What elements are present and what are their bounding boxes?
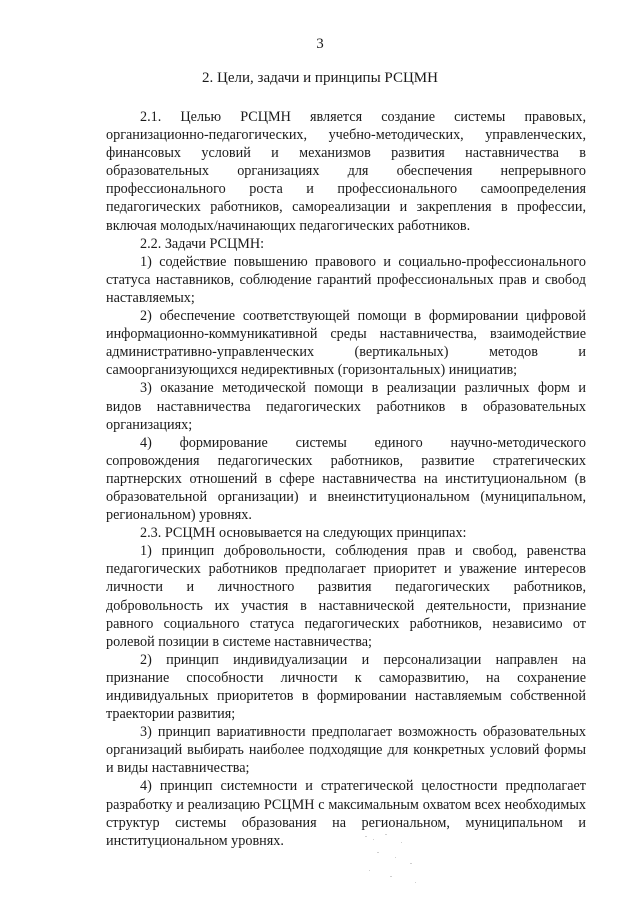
page-number: 3 (316, 36, 324, 52)
scan-noise-graphic (355, 830, 435, 890)
paragraph-task-3: 3) оказание методической помощи в реализации различных форм и видов наставничества педагогических работников в образовательных организациях; (106, 380, 586, 433)
paragraph-task-4: 4) формирование системы единого научно-методического сопровождения педагогических работников, развитие стратегических партнерских отношений в сфере наставничества на институциональном (в образовательной организации) и внеинституциональном (муниципальном, региональном) уровнях. (106, 434, 586, 524)
document-body (106, 108, 586, 850)
paragraph-principle-3: 3) принцип вариативности предполагает возможность образовательных организаций выбирать наиболее подходящие для конкретных условий формы и виды наставничества; (106, 724, 586, 777)
paragraph-principle-4: 4) принцип системности и стратегической целостности предполагает разработку и реализацию РСЦМН с максимальным охватом всех необходимых структур системы образования на региональном, муниципальном и институциональном уровнях. (106, 778, 586, 849)
paragraph-goal: 2.1. Целью РСЦМН является создание системы правовых, организационно-педагогических, учебно-методических, управленческих, финансовых условий и механизмов развития наставничества в образовательных организациях для обеспечения непрерывного профессионального роста и профессионального самоопределения педагогических работников, самореализации и закрепления в профессии, включая молодых/начинающих педагогических работников. (106, 109, 586, 234)
paragraph-task-2: 2) обеспечение соответствующей помощи в формировании цифровой информационно-коммуникативной среды наставничества, взаимодействие административно-управленческих (вертикальных) методов и самоорганизующихся недирективных (горизонтальных) инициатив; (106, 308, 586, 379)
paragraph-principles-heading: 2.3. РСЦМН основывается на следующих принципах: (140, 525, 467, 542)
paragraph-principle-1: 1) принцип добровольности, соблюдения прав и свобод, равенства педагогических работников предполагает приоритет и уважение интересов личности и личностного развития педагогических работников, добровольность их участия в наставнической деятельности, признание равного социального статуса педагогических работников, независимо от ролевой позиции в системе наставничества; (106, 543, 586, 650)
section-title: 2. Цели, задачи и принципы РСЦМН (202, 70, 438, 86)
paragraph-principle-2: 2) принцип индивидуализации и персонализации направлен на признание способности личности к саморазвитию, на сохранение индивидуальных приоритетов в формировании наставляемым собственной траектории развития; (106, 651, 586, 723)
scan-artifact-dots (355, 830, 435, 890)
paragraph-tasks-heading: 2.2. Задачи РСЦМН: (140, 235, 265, 252)
paragraph-task-1: 1) содействие повышению правового и социально-профессионального статуса наставников, соблюдение гарантий профессиональных прав и свобод наставляемых; (106, 253, 586, 306)
